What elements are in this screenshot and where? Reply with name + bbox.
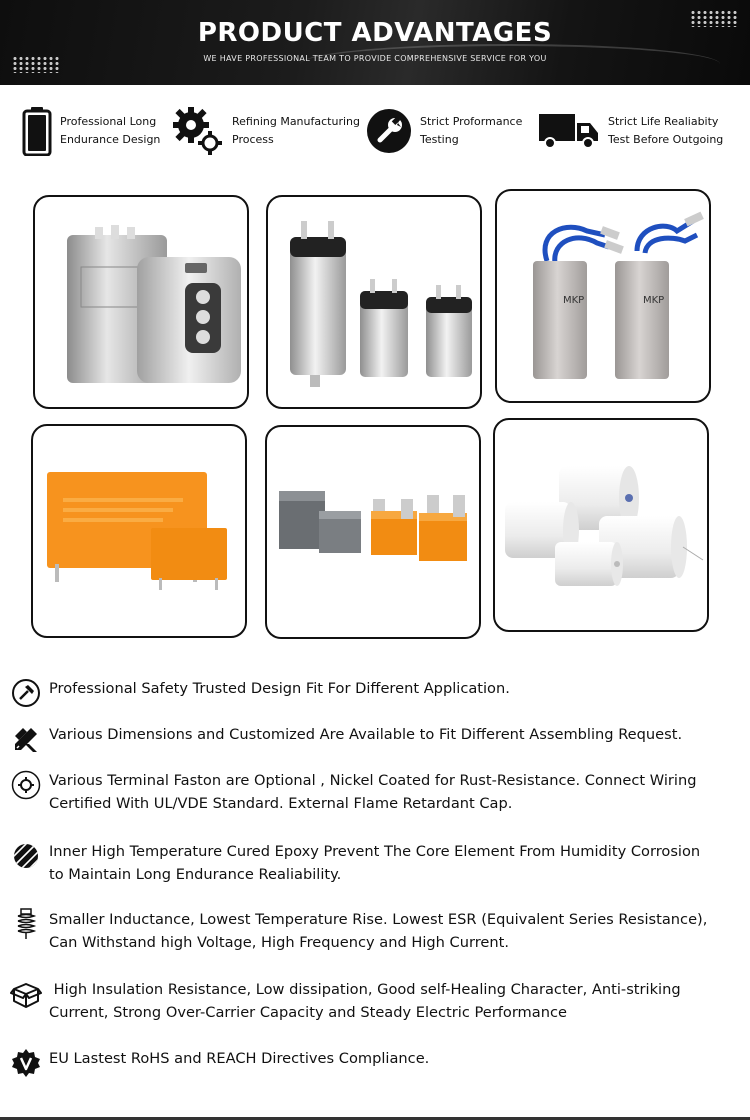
orange-film-capacitor-image [33, 426, 245, 636]
advantage-item-testing [366, 104, 522, 158]
feature-text-line1: EU Lastest RoHS and REACH Directives Compliance. [49, 1050, 430, 1067]
box-capacitor-image [35, 197, 247, 407]
feature-item-epoxy [10, 840, 745, 886]
feature-text-line1: Smaller Inductance, Lowest Temperature Rise. Lowest ESR (Equivalent Series Resistance), [49, 911, 708, 928]
product-card-box-capacitor [33, 195, 249, 409]
banner-swoosh [300, 44, 720, 84]
page-title: PRODUCT ADVANTAGES [197, 18, 553, 48]
feature-item-terminal [10, 769, 745, 815]
advantage-item-manufacturing [172, 104, 360, 158]
feature-item-rohs [10, 1047, 745, 1079]
striped-ball-icon [10, 840, 42, 872]
feature-text-line2: Current, Strong Over-Carrier Capacity and Steady Electric Performance [49, 1004, 567, 1021]
truck-icon [538, 111, 600, 151]
advantage-label-line2: Test Before Outgoing [608, 133, 724, 146]
coil-icon [10, 908, 42, 940]
product-card-orange-film-capacitor [31, 424, 247, 638]
product-card-box-film-row [265, 425, 481, 639]
mkp-label: MKP [643, 295, 665, 306]
wrench-icon [366, 108, 412, 154]
feature-text-line2: Can Withstand high Voltage, High Frequency and High Current. [49, 934, 509, 951]
advantage-item-reliability [538, 104, 723, 158]
feature-item-safety [10, 677, 745, 709]
page-subtitle: WE HAVE PROFESSIONAL TEAM TO PROVIDE COMPREHENSIVE SERVICE FOR YOU [203, 54, 547, 63]
box-film-capacitor-row-image [267, 427, 479, 637]
advantage-label-line1: Strict Life Realiabity [608, 115, 719, 128]
feature-text-line1: Professional Safety Trusted Design Fit For Different Application. [49, 680, 510, 697]
feature-text-line2: Certified With UL/VDE Standard. External Flame Retardant Cap. [49, 795, 513, 812]
pencil-ruler-icon [10, 723, 42, 755]
advantage-label-line1: Strict Proformance [420, 115, 523, 128]
product-card-motor-run-capacitor [495, 189, 711, 403]
feature-text-line1: Various Terminal Faston are Optional , Nickel Coated for Rust-Resistance. Connect Wiring [49, 772, 697, 789]
white-cylinder-capacitor-image [495, 420, 707, 630]
cylindrical-capacitor-image [268, 197, 480, 407]
feature-item-dimensions [10, 723, 745, 755]
feature-item-inductance [10, 908, 745, 954]
v-badge-icon [10, 1047, 42, 1079]
gear-circle-icon [10, 769, 42, 801]
product-card-cylinder-capacitor [266, 195, 482, 409]
advantage-label-line2: Endurance Design [60, 133, 161, 146]
feature-item-insulation [10, 978, 745, 1024]
advantage-label-line2: Process [232, 133, 274, 146]
advantage-label-line1: Refining Manufacturing [232, 115, 360, 128]
open-box-icon [10, 978, 42, 1010]
feature-text-line1: High Insulation Resistance, Low dissipation, Good self-Healing Character, Anti-striking [49, 981, 681, 998]
advantage-label-line1: Professional Long [60, 115, 157, 128]
gears-icon [172, 105, 224, 157]
advantage-label-line2: Testing [420, 133, 459, 146]
header-banner [0, 0, 750, 85]
mkp-label: MKP [563, 295, 585, 306]
advantage-item-endurance [22, 104, 160, 158]
motor-run-capacitor-image [497, 191, 709, 401]
feature-text-line2: to Maintain Long Endurance Realiability. [49, 866, 342, 883]
battery-icon [22, 106, 52, 156]
product-card-white-cylinder-capacitor [493, 418, 709, 632]
feature-text-line1: Various Dimensions and Customized Are Available to Fit Different Assembling Request. [49, 726, 683, 743]
hammer-icon [10, 677, 42, 709]
feature-text-line1: Inner High Temperature Cured Epoxy Prevent The Core Element From Humidity Corrosion [49, 843, 701, 860]
